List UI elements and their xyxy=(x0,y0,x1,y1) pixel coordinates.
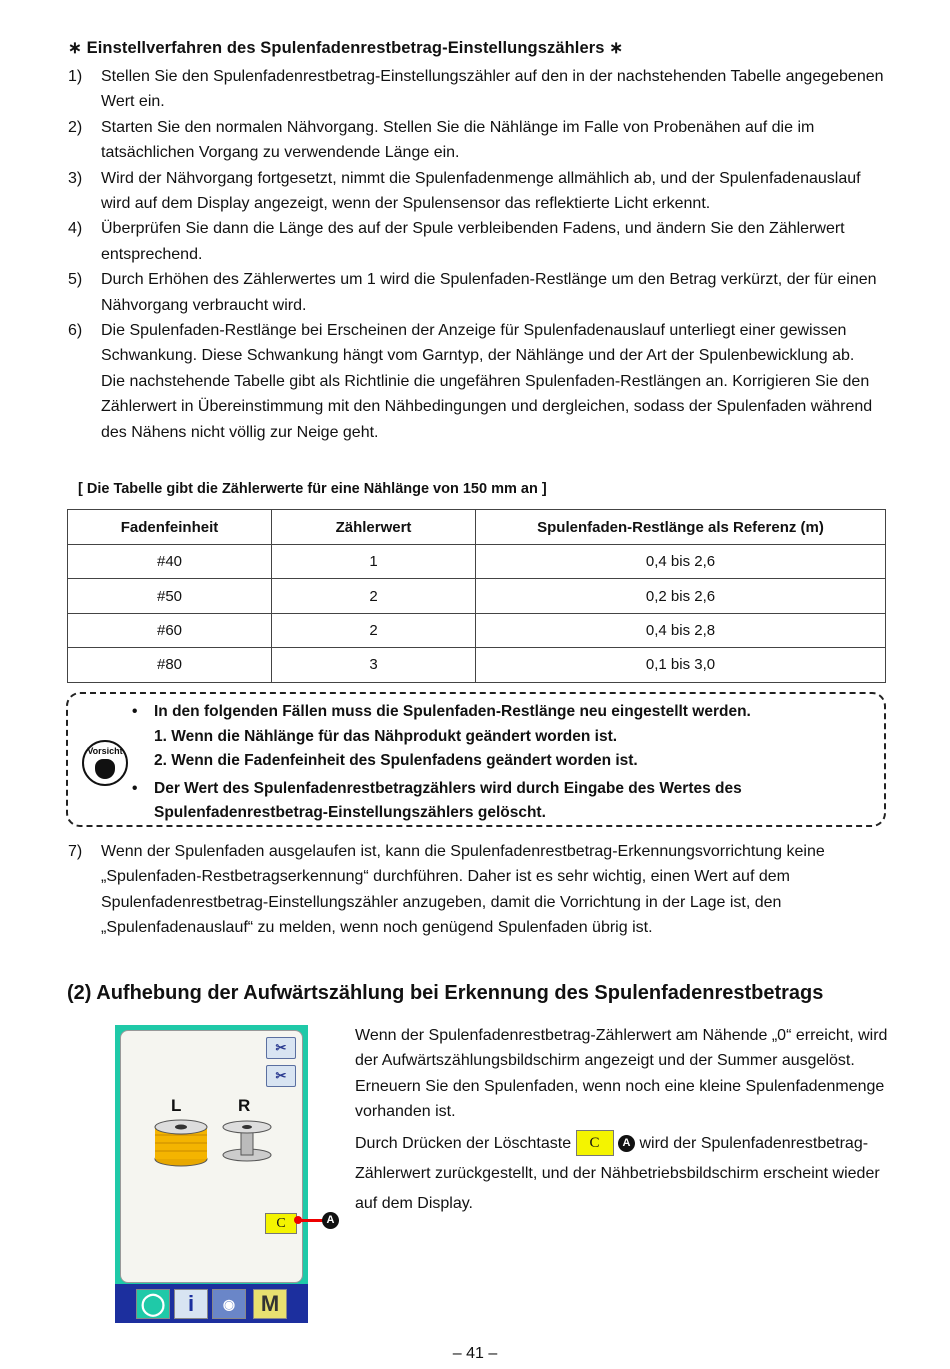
table-cell: #80 xyxy=(68,648,272,682)
steps-list xyxy=(68,64,888,445)
text-after-key: wird der Spulenfadenrestbetrag-Zählerwert zurückgestellt, und der Nähbetriebsbildschirm erscheint wieder auf dem Display. xyxy=(355,1134,880,1212)
section-title: (2) Aufhebung der Aufwärtszählung bei Erkennung des Spulenfadenrestbetrags xyxy=(67,982,824,1004)
bobbin-left-icon xyxy=(151,1115,211,1167)
mode-button[interactable]: M xyxy=(253,1289,287,1319)
bullet: • xyxy=(132,779,138,797)
bobbin-label-left: L xyxy=(171,1096,182,1115)
hand-icon xyxy=(95,759,115,779)
callout-dot xyxy=(294,1216,302,1224)
marker-a-icon: A xyxy=(322,1212,339,1229)
caution-text: In den folgenden Fällen muss die Spulenfaden-Restlänge neu eingestellt werden. xyxy=(154,703,751,720)
step-item xyxy=(68,64,888,115)
step-item xyxy=(68,166,888,217)
procedure-title: ∗ Einstellverfahren des Spulenfadenrestbetrag-Einstellungszählers ∗ xyxy=(68,39,624,57)
table-cell: 2 xyxy=(272,579,476,613)
marker-a-icon: A xyxy=(618,1135,635,1152)
step-text: Stellen Sie den Spulenfadenrestbetrag-Einstellungszähler auf den in der nachstehenden Tabelle angegebenen Wert ein. xyxy=(101,68,884,111)
communication-icon[interactable]: ◉ xyxy=(212,1289,246,1319)
step-text: Die Spulenfaden-Restlänge bei Erscheinen der Anzeige für Spulenfadenauslauf unterliegt einer gewissen Schwankung. Diese Schwankung hängt vom Garntyp, der Nählänge und der Art der Spulenbewicklung ab. xyxy=(101,322,855,365)
table-row xyxy=(68,545,886,579)
operation-panel-illustration xyxy=(115,1025,308,1323)
step-text: Überprüfen Sie dann die Länge des auf der Spule verbleibenden Fadens, und ändern Sie den Zählerwert entsprechend. xyxy=(101,220,845,263)
description-paragraph xyxy=(355,1129,890,1219)
step-item xyxy=(68,839,888,941)
step-item xyxy=(68,115,888,166)
counter-value-table xyxy=(67,509,886,683)
thread-cut-off-icon[interactable]: ✂ xyxy=(266,1065,296,1087)
caution-item xyxy=(130,700,880,774)
step-text: Starten Sie den normalen Nähvorgang. Stellen Sie die Nählänge im Falle von Probenähen auf die im tatsächlichen Vorgang zu verwendende Länge ein. xyxy=(101,118,815,162)
bobbin-label-right: R xyxy=(238,1096,251,1115)
ready-icon[interactable]: ◯ xyxy=(136,1289,170,1319)
caution-item xyxy=(130,777,880,826)
step-number: 1) xyxy=(68,68,83,85)
table-cell: #50 xyxy=(68,579,272,613)
bobbin-right-icon xyxy=(219,1115,275,1167)
panel-bottom-bar xyxy=(115,1284,308,1323)
caution-badge-label: Vorsicht xyxy=(87,746,123,756)
step-number: 3) xyxy=(68,169,83,187)
table-cell: 2 xyxy=(272,613,476,647)
step-item xyxy=(68,267,888,318)
table-header-row xyxy=(68,510,886,545)
bullet: • xyxy=(132,703,138,720)
clear-button[interactable]: C xyxy=(265,1213,297,1234)
thread-cut-icon[interactable]: ✂ xyxy=(266,1037,296,1059)
header-counter-value: Zählerwert xyxy=(272,510,476,545)
description-text xyxy=(355,1023,890,1219)
caution-subitem: 2. Wenn die Fadenfeinheit des Spulenfadens geändert worden ist. xyxy=(154,752,638,769)
table-cell: #40 xyxy=(68,545,272,579)
table-row xyxy=(68,579,886,613)
step-number: 7) xyxy=(68,843,83,860)
caution-text: Der Wert des Spulenfadenrestbetragzählers wird durch Eingabe des Wertes des Spulenfadenrestbetrag-Einstellungszählers gelöscht. xyxy=(154,779,742,821)
table-row xyxy=(68,613,886,647)
table-cell: 0,2 bis 2,6 xyxy=(476,579,886,613)
caution-hand-icon xyxy=(82,740,128,786)
table-cell: #60 xyxy=(68,613,272,647)
step-text-continued: Die nachstehende Tabelle gibt als Richtlinie die ungefähren Spulenfaden-Restlängen an. Korrigieren Sie den Zählerwert in Übereinstimmung mit den Nähbedingungen und dergleichen, sodass der Spulenfaden während des Nähens nicht völlig zur Neige geht. xyxy=(101,372,873,441)
header-remaining-length: Spulenfaden-Restlänge als Referenz (m) xyxy=(476,510,886,545)
caution-list xyxy=(130,700,880,826)
text-before-key: Durch Drücken der Löschtaste xyxy=(355,1134,572,1152)
table-cell: 0,4 bis 2,8 xyxy=(476,613,886,647)
step-text: Durch Erhöhen des Zählerwertes um 1 wird die Spulenfaden-Restlänge um den Betrag verkürzt, der für einen Nähvorgang verbraucht wird. xyxy=(101,271,877,314)
caution-box xyxy=(66,692,886,827)
table-cell: 0,4 bis 2,6 xyxy=(476,545,886,579)
step-text: Wenn der Spulenfaden ausgelaufen ist, kann die Spulenfadenrestbetrag-Erkennungsvorrichtung keine „Spulenfaden-Restbetragserkennung“ durchführen. Daher ist es sehr wichtig, einen Wert auf dem Spulenfadenrestbetrag-Einstellungszähler anzugeben, damit die Vorrichtung in der Lage ist, den „Spulenfadenauslauf“ zu melden, wenn noch genügend Spulenfaden übrig ist. xyxy=(101,843,825,937)
step-item xyxy=(68,318,888,445)
table-cell: 1 xyxy=(272,545,476,579)
caution-subitem: 1. Wenn die Nählänge für das Nähprodukt geändert worden ist. xyxy=(154,727,618,745)
description-paragraph: Wenn der Spulenfadenrestbetrag-Zählerwert am Nähende „0“ erreicht, wird der Aufwärtszählungsbildschirm angezeigt und der Summer ausgelöst. Erneuern Sie den Spulenfaden, wenn noch eine kleine Spulenfadenmenge vorhanden ist. xyxy=(355,1027,888,1121)
step-number: 2) xyxy=(68,118,83,136)
step-number: 4) xyxy=(68,220,83,238)
page-number: – 41 – xyxy=(452,1345,498,1362)
clear-key-icon: C xyxy=(576,1130,614,1156)
header-thread-count: Fadenfeinheit xyxy=(68,510,272,545)
step-number: 6) xyxy=(68,322,83,340)
table-cell: 3 xyxy=(272,648,476,682)
step-text: Wird der Nähvorgang fortgesetzt, nimmt die Spulenfadenmenge allmählich ab, und der Spulenfadenauslauf wird auf dem Display angezeigt, wenn der Spulensensor das reflektierte Licht erkennt. xyxy=(101,169,861,213)
step-item xyxy=(68,216,888,267)
info-button[interactable]: i xyxy=(174,1289,208,1319)
table-cell: 0,1 bis 3,0 xyxy=(476,648,886,682)
table-row xyxy=(68,648,886,682)
panel-screen xyxy=(120,1030,303,1283)
table-caption: [ Die Tabelle gibt die Zählerwerte für eine Nählänge von 150 mm an ] xyxy=(78,481,547,497)
step-number: 5) xyxy=(68,271,83,289)
